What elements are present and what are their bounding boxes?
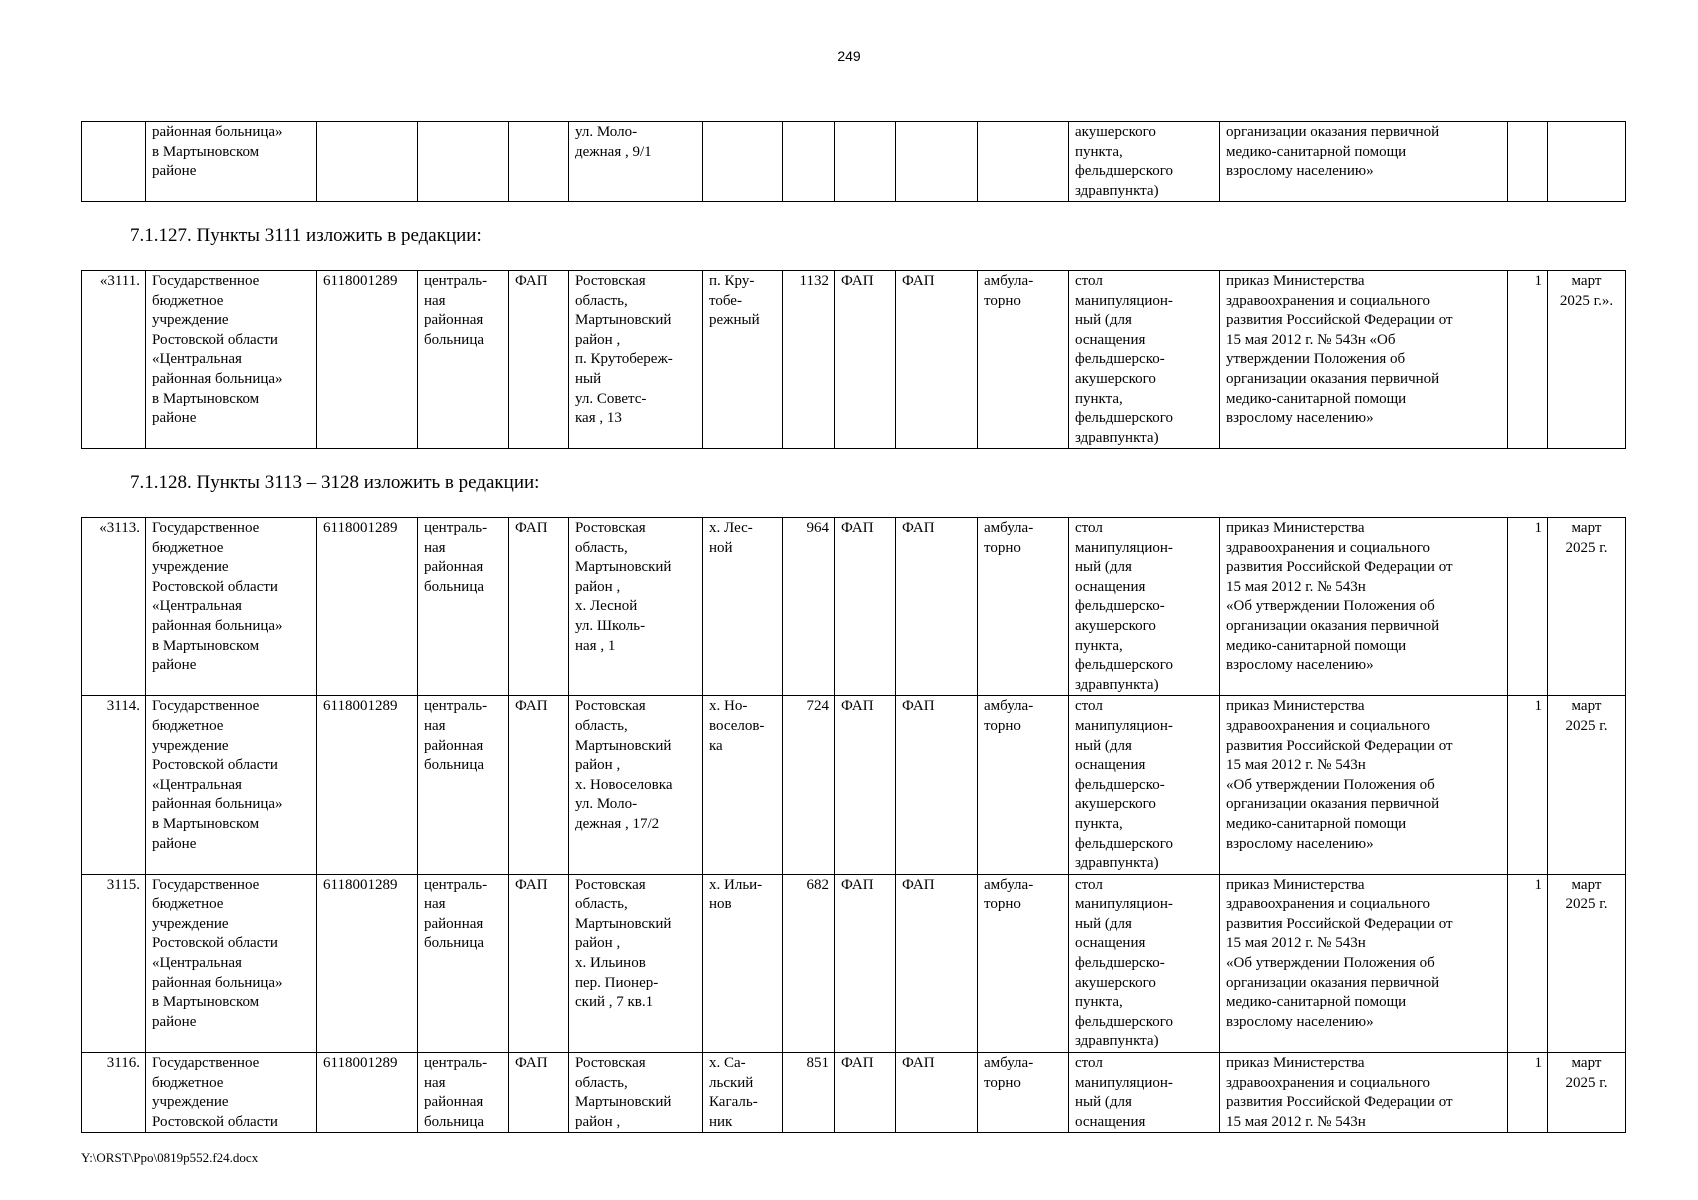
cell-row-number: «3113. <box>82 518 146 696</box>
table-body <box>82 271 1626 449</box>
cell-deadline: март 2025 г. <box>1548 518 1626 696</box>
cell-row-number: «3111. <box>82 271 146 449</box>
cell-type: централь- ная районная больница <box>418 1053 509 1133</box>
cell-row-number: 3114. <box>82 696 146 874</box>
cell-facility: ФАП <box>509 874 569 1052</box>
table-row <box>82 518 1626 696</box>
cell-inn: 6118001289 <box>317 696 418 874</box>
cell-regulation: приказ Министерства здравоохранения и социального развития Российской Федерации от 15 мая 2012 г. № 543н «Об утверждении Положения об организации оказания первичной медико-санитарной помощи взрослому населению» <box>1220 696 1508 874</box>
cell-regulation: приказ Министерства здравоохранения и социального развития Российской Федерации от 15 мая 2012 г. № 543н <box>1220 1053 1508 1133</box>
cell-facility <box>509 122 569 202</box>
cell-inn: 6118001289 <box>317 518 418 696</box>
register-table-continued <box>81 121 1626 202</box>
cell-deadline: март 2025 г. <box>1548 874 1626 1052</box>
cell-quantity: 1 <box>1508 874 1548 1052</box>
cell-unit-a: ФАП <box>835 1053 896 1133</box>
cell-population: 724 <box>783 696 835 874</box>
cell-type: централь- ная районная больница <box>418 518 509 696</box>
table-row <box>82 874 1626 1052</box>
cell-facility: ФАП <box>509 271 569 449</box>
cell-equipment: акушерского пункта, фельдшерского здравпункта) <box>1069 122 1220 202</box>
cell-unit-a: ФАП <box>835 696 896 874</box>
cell-equipment: стол манипуляцион- ный (для оснащения фельдшерско- акушерского пункта, фельдшерского здравпункта) <box>1069 518 1220 696</box>
cell-row-number <box>82 122 146 202</box>
cell-institution: Государственное бюджетное учреждение Ростовской области «Центральная районная больница» в Мартыновском районе <box>146 271 317 449</box>
cell-unit-a: ФАП <box>835 518 896 696</box>
cell-unit-b: ФАП <box>896 1053 978 1133</box>
cell-address: Ростовская область, Мартыновский район , х. Ильинов пер. Пионер- ский , 7 кв.1 <box>569 874 703 1052</box>
cell-type: централь- ная районная больница <box>418 271 509 449</box>
section-heading-7-1-128: 7.1.128. Пункты 3113 – 3128 изложить в редакции: <box>130 472 540 493</box>
cell-row-number: 3116. <box>82 1053 146 1133</box>
cell-unit-a <box>835 122 896 202</box>
cell-care-mode: амбула- торно <box>978 518 1069 696</box>
cell-equipment: стол манипуляцион- ный (для оснащения фельдшерско- акушерского пункта, фельдшерского здравпункта) <box>1069 696 1220 874</box>
cell-type <box>418 122 509 202</box>
cell-regulation: приказ Министерства здравоохранения и социального развития Российской Федерации от 15 мая 2012 г. № 543н «Об утверждении Положения об организации оказания первичной медико-санитарной помощи взрослому населению» <box>1220 518 1508 696</box>
cell-inn: 6118001289 <box>317 874 418 1052</box>
cell-facility: ФАП <box>509 1053 569 1133</box>
cell-population <box>783 122 835 202</box>
cell-unit-b: ФАП <box>896 696 978 874</box>
cell-deadline: март 2025 г.». <box>1548 271 1626 449</box>
cell-type: централь- ная районная больница <box>418 874 509 1052</box>
cell-quantity: 1 <box>1508 1053 1548 1133</box>
cell-unit-a: ФАП <box>835 874 896 1052</box>
cell-care-mode <box>978 122 1069 202</box>
cell-inn <box>317 122 418 202</box>
cell-regulation: приказ Министерства здравоохранения и социального развития Российской Федерации от 15 мая 2012 г. № 543н «Об утверждении Положения об организации оказания первичной медико-санитарной помощи взрослому населению» <box>1220 874 1508 1052</box>
table-row <box>82 122 1626 202</box>
cell-address: ул. Моло- дежная , 9/1 <box>569 122 703 202</box>
cell-equipment: стол манипуляцион- ный (для оснащения фельдшерско- акушерского пункта, фельдшерского здравпункта) <box>1069 874 1220 1052</box>
cell-quantity: 1 <box>1508 518 1548 696</box>
cell-type: централь- ная районная больница <box>418 696 509 874</box>
cell-facility: ФАП <box>509 518 569 696</box>
table-body <box>82 122 1626 202</box>
cell-care-mode: амбула- торно <box>978 696 1069 874</box>
cell-settlement: х. Лес- ной <box>703 518 783 696</box>
cell-address: Ростовская область, Мартыновский район , х. Лесной ул. Школь- ная , 1 <box>569 518 703 696</box>
cell-unit-b: ФАП <box>896 874 978 1052</box>
cell-settlement: п. Кру- тобе- режный <box>703 271 783 449</box>
cell-equipment: стол манипуляцион- ный (для оснащения <box>1069 1053 1220 1133</box>
table-body <box>82 518 1626 1133</box>
cell-settlement <box>703 122 783 202</box>
cell-institution: Государственное бюджетное учреждение Ростовской области «Центральная районная больница» в Мартыновском районе <box>146 696 317 874</box>
cell-care-mode: амбула- торно <box>978 271 1069 449</box>
cell-deadline: март 2025 г. <box>1548 696 1626 874</box>
cell-address: Ростовская область, Мартыновский район , п. Крутобереж- ный ул. Советс- кая , 13 <box>569 271 703 449</box>
cell-regulation: приказ Министерства здравоохранения и социального развития Российской Федерации от 15 мая 2012 г. № 543н «Об утверждении Положения об организации оказания первичной медико-санитарной помощи взрослому населению» <box>1220 271 1508 449</box>
cell-quantity <box>1508 122 1548 202</box>
cell-care-mode: амбула- торно <box>978 874 1069 1052</box>
register-table-3111 <box>81 270 1626 449</box>
cell-population: 964 <box>783 518 835 696</box>
table-row <box>82 1053 1626 1133</box>
cell-unit-b <box>896 122 978 202</box>
cell-address: Ростовская область, Мартыновский район , <box>569 1053 703 1133</box>
cell-care-mode: амбула- торно <box>978 1053 1069 1133</box>
cell-quantity: 1 <box>1508 271 1548 449</box>
cell-quantity: 1 <box>1508 696 1548 874</box>
table-row <box>82 271 1626 449</box>
cell-unit-a: ФАП <box>835 271 896 449</box>
cell-equipment: стол манипуляцион- ный (для оснащения фельдшерско- акушерского пункта, фельдшерского здравпункта) <box>1069 271 1220 449</box>
table-row <box>82 696 1626 874</box>
cell-population: 851 <box>783 1053 835 1133</box>
cell-inn: 6118001289 <box>317 1053 418 1133</box>
file-path-footer: Y:\ORST\Ppo\0819p552.f24.docx <box>81 1150 259 1165</box>
cell-deadline <box>1548 122 1626 202</box>
cell-unit-b: ФАП <box>896 518 978 696</box>
cell-regulation: организации оказания первичной медико-санитарной помощи взрослому населению» <box>1220 122 1508 202</box>
cell-institution: Государственное бюджетное учреждение Ростовской области «Центральная районная больница» в Мартыновском районе <box>146 518 317 696</box>
cell-population: 1132 <box>783 271 835 449</box>
cell-population: 682 <box>783 874 835 1052</box>
section-heading-7-1-127: 7.1.127. Пункты 3111 изложить в редакции: <box>130 225 482 246</box>
cell-settlement: х. Но- воселов- ка <box>703 696 783 874</box>
cell-address: Ростовская область, Мартыновский район , х. Новоселовка ул. Моло- дежная , 17/2 <box>569 696 703 874</box>
register-table-3113-3128 <box>81 517 1626 1133</box>
cell-inn: 6118001289 <box>317 271 418 449</box>
page-number: 249 <box>837 48 861 64</box>
cell-settlement: х. Ильи- нов <box>703 874 783 1052</box>
cell-institution: Государственное бюджетное учреждение Ростовской области <box>146 1053 317 1133</box>
cell-deadline: март 2025 г. <box>1548 1053 1626 1133</box>
cell-facility: ФАП <box>509 696 569 874</box>
cell-row-number: 3115. <box>82 874 146 1052</box>
cell-unit-b: ФАП <box>896 271 978 449</box>
cell-institution: районная больница» в Мартыновском районе <box>146 122 317 202</box>
cell-settlement: х. Са- льский Кагаль- ник <box>703 1053 783 1133</box>
cell-institution: Государственное бюджетное учреждение Ростовской области «Центральная районная больница» в Мартыновском районе <box>146 874 317 1052</box>
